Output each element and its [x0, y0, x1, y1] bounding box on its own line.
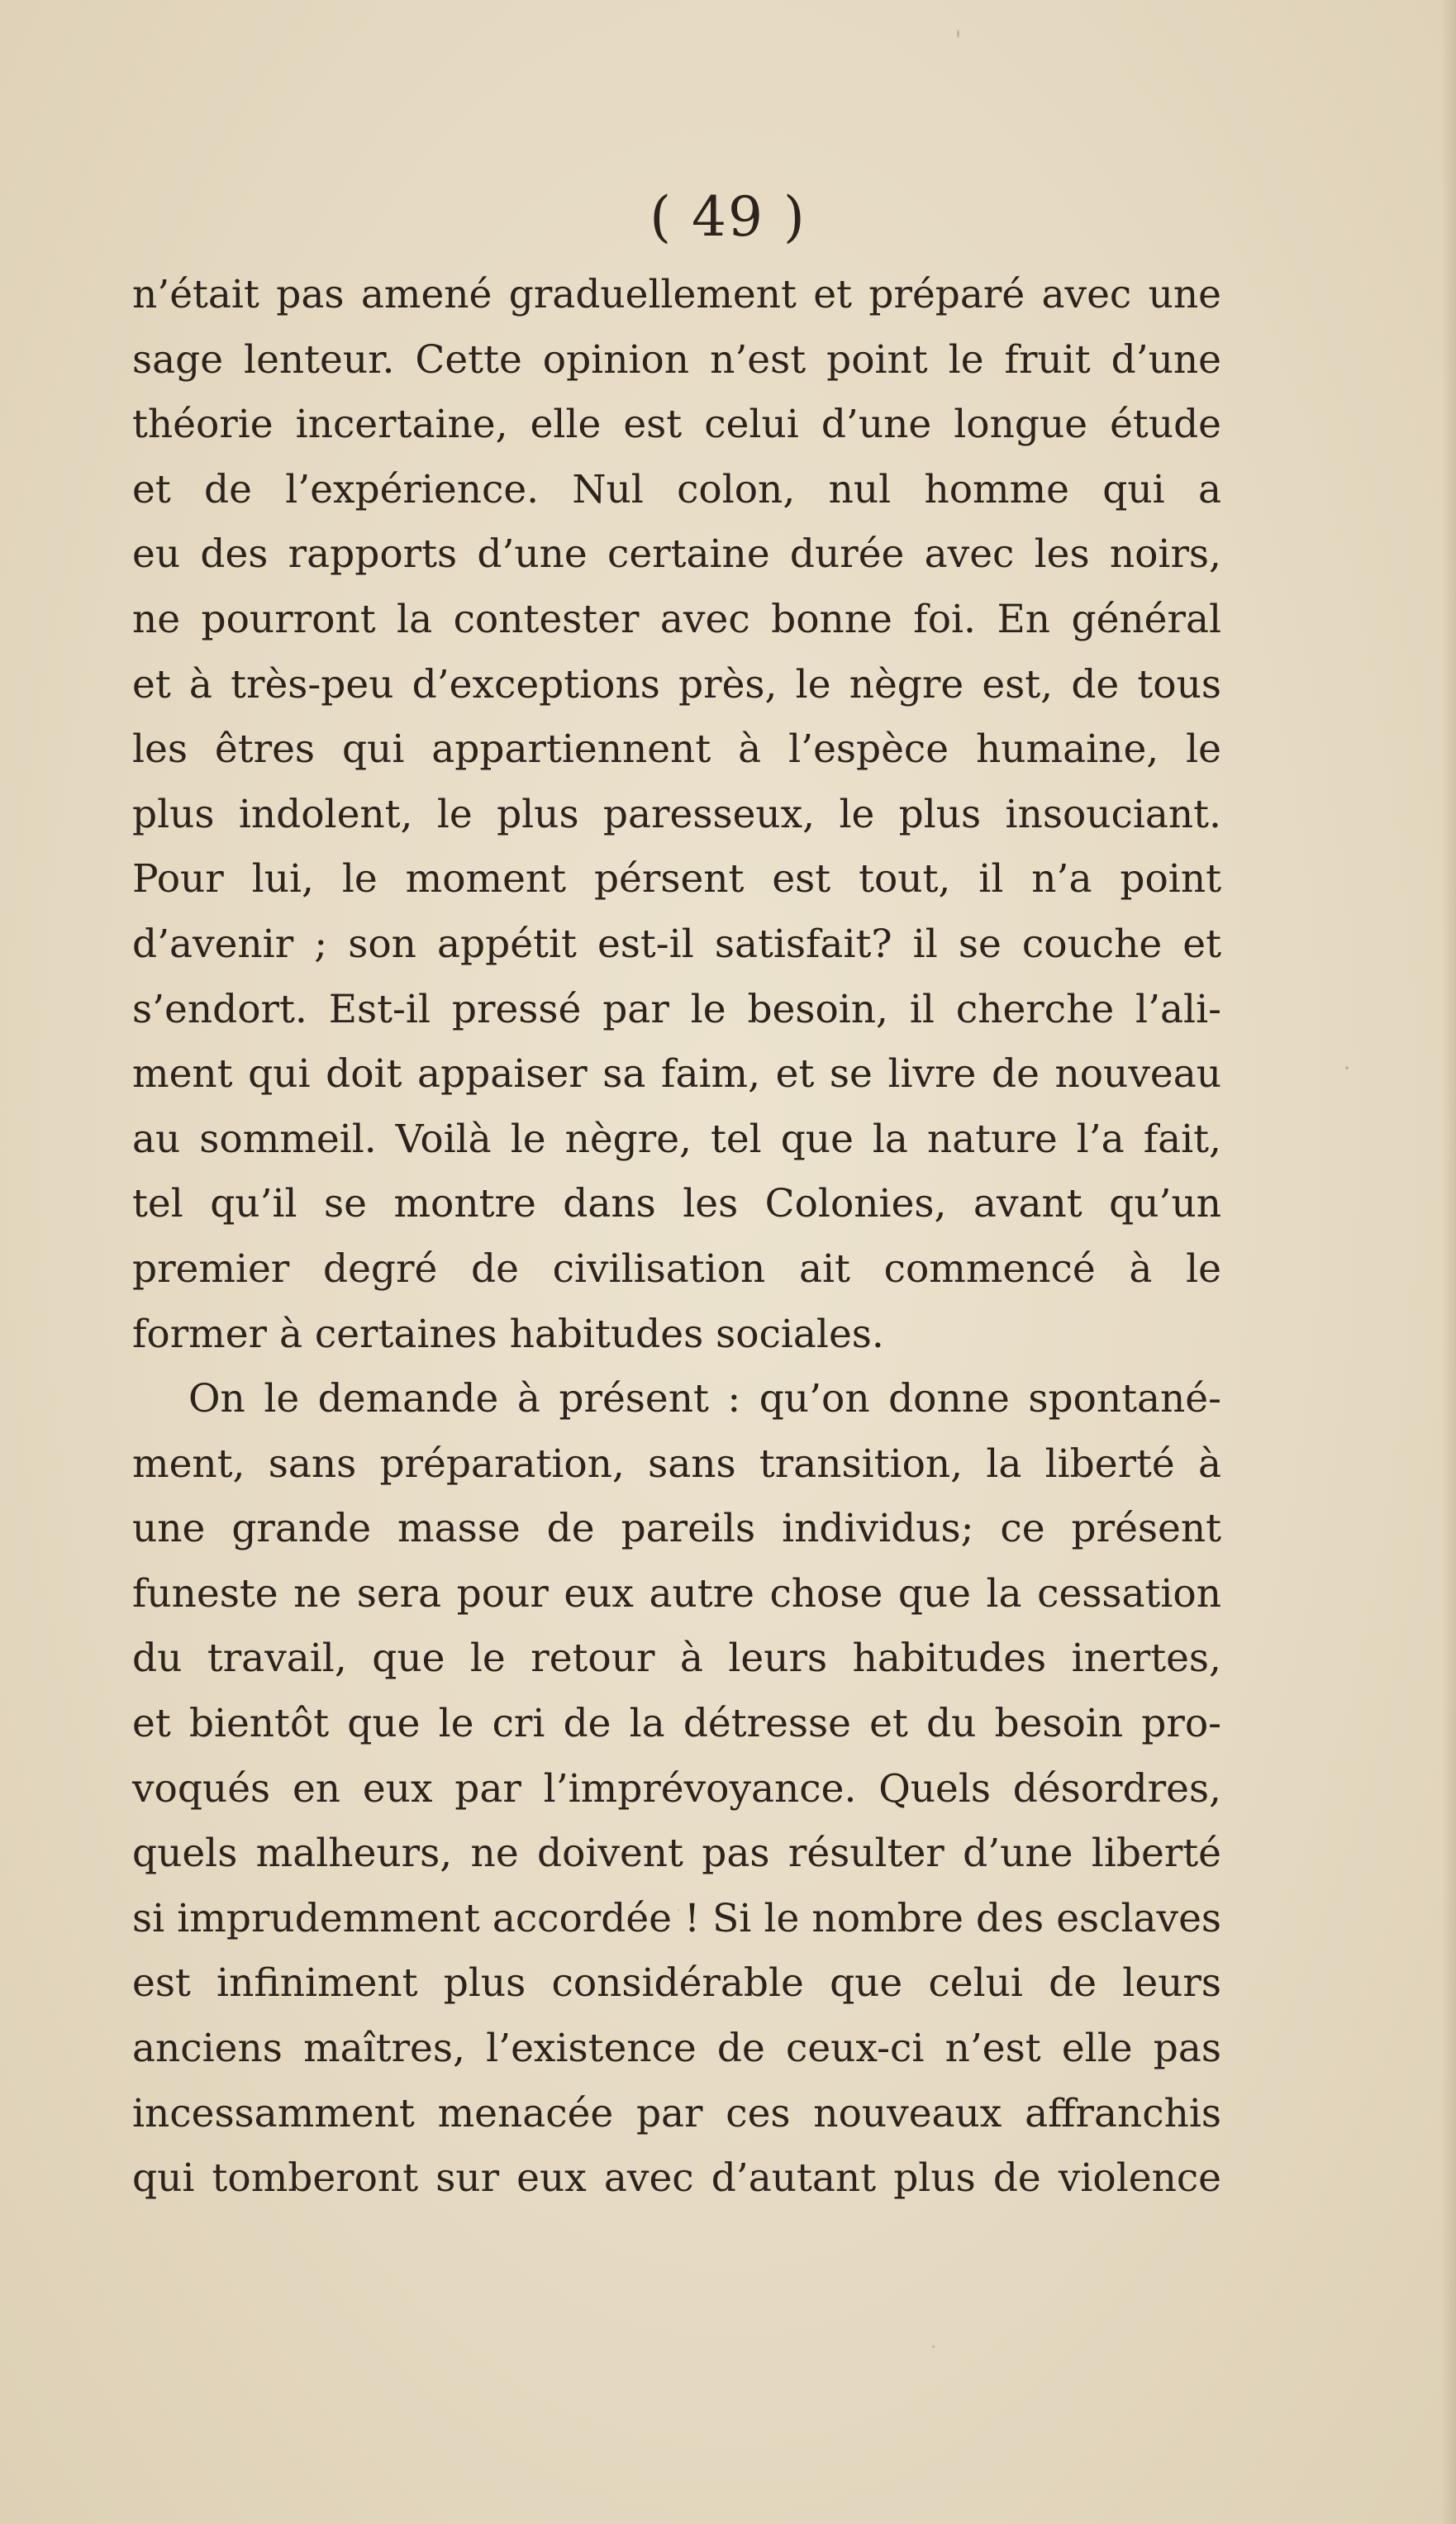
text-line: ment qui doit appaiser sa faim, et se livre de nouveau — [132, 1051, 1221, 1098]
page-number: ( 49 ) — [649, 185, 807, 249]
text-line: ment, sans préparation, sans transition, la liberté à — [132, 1441, 1221, 1487]
text-line: premier degré de civilisation ait commencé à le — [132, 1245, 1221, 1292]
text-line: et à très-peu d’exceptions près, le nègre est, de tous — [132, 661, 1221, 707]
body-text — [132, 263, 1221, 2212]
text-line: du travail, que le retour à leurs habitudes inertes, — [132, 1636, 1221, 1682]
text-line: est infiniment plus considérable que celui de leurs — [132, 1960, 1221, 2007]
text-line: plus indolent, le plus paresseux, le plus insouciant. — [132, 791, 1221, 837]
text-line: tel qu’il se montre dans les Colonies, avant qu’un — [132, 1181, 1221, 1227]
text-line: d’avenir ; son appétit est-il satisfait? il se couche et — [132, 921, 1221, 967]
text-line: eu des rapports d’une certaine durée avec les noirs, — [132, 531, 1221, 578]
text-line: On le demande à présent : qu’on donne spontané- — [188, 1376, 1221, 1422]
text-line: au sommeil. Voilà le nègre, tel que la nature l’a fait, — [132, 1116, 1221, 1162]
text-line: si imprudemment accordée ! Si le nombre des esclaves — [132, 1895, 1221, 1941]
text-line: former à certaines habitudes sociales. — [132, 1311, 884, 1357]
text-line: funeste ne sera pour eux autre chose que la cessation — [132, 1570, 1221, 1617]
text-line: Pour lui, le moment pérsent est tout, il n’a point — [132, 856, 1221, 902]
text-line: voqués en eux par l’imprévoyance. Quels désordres, — [132, 1765, 1221, 1812]
text-line: une grande masse de pareils individus; ce présent — [132, 1506, 1221, 1552]
text-line: sage lenteur. Cette opinion n’est point le fruit d’une — [132, 336, 1221, 383]
text-line: n’était pas amené graduellement et préparé avec une — [132, 272, 1221, 317]
text-line: les êtres qui appartiennent à l’espèce humaine, le — [132, 726, 1221, 773]
text-line: quels malheurs, ne doivent pas résulter d’une liberté — [132, 1831, 1221, 1877]
text-line: anciens maîtres, l’existence de ceux-ci n’est elle pas — [132, 2026, 1221, 2072]
text-line: s’endort. Est-il pressé par le besoin, il cherche l’ali- — [132, 986, 1221, 1032]
text-line: ne pourront la contester avec bonne foi. En général — [132, 596, 1221, 642]
text-line: et bientôt que le cri de la détresse et du besoin pro- — [132, 1701, 1221, 1747]
text-line: et de l’expérience. Nul colon, nul homme qui a — [132, 466, 1221, 512]
text-line: théorie incertaine, elle est celui d’une longue étude — [132, 402, 1221, 448]
page-edge-shadow — [1441, 0, 1456, 2524]
text-line: qui tomberont sur eux avec d’autant plus de violence — [132, 2155, 1221, 2202]
text-line: incessamment menacée par ces nouveaux affranchis — [132, 2090, 1221, 2136]
